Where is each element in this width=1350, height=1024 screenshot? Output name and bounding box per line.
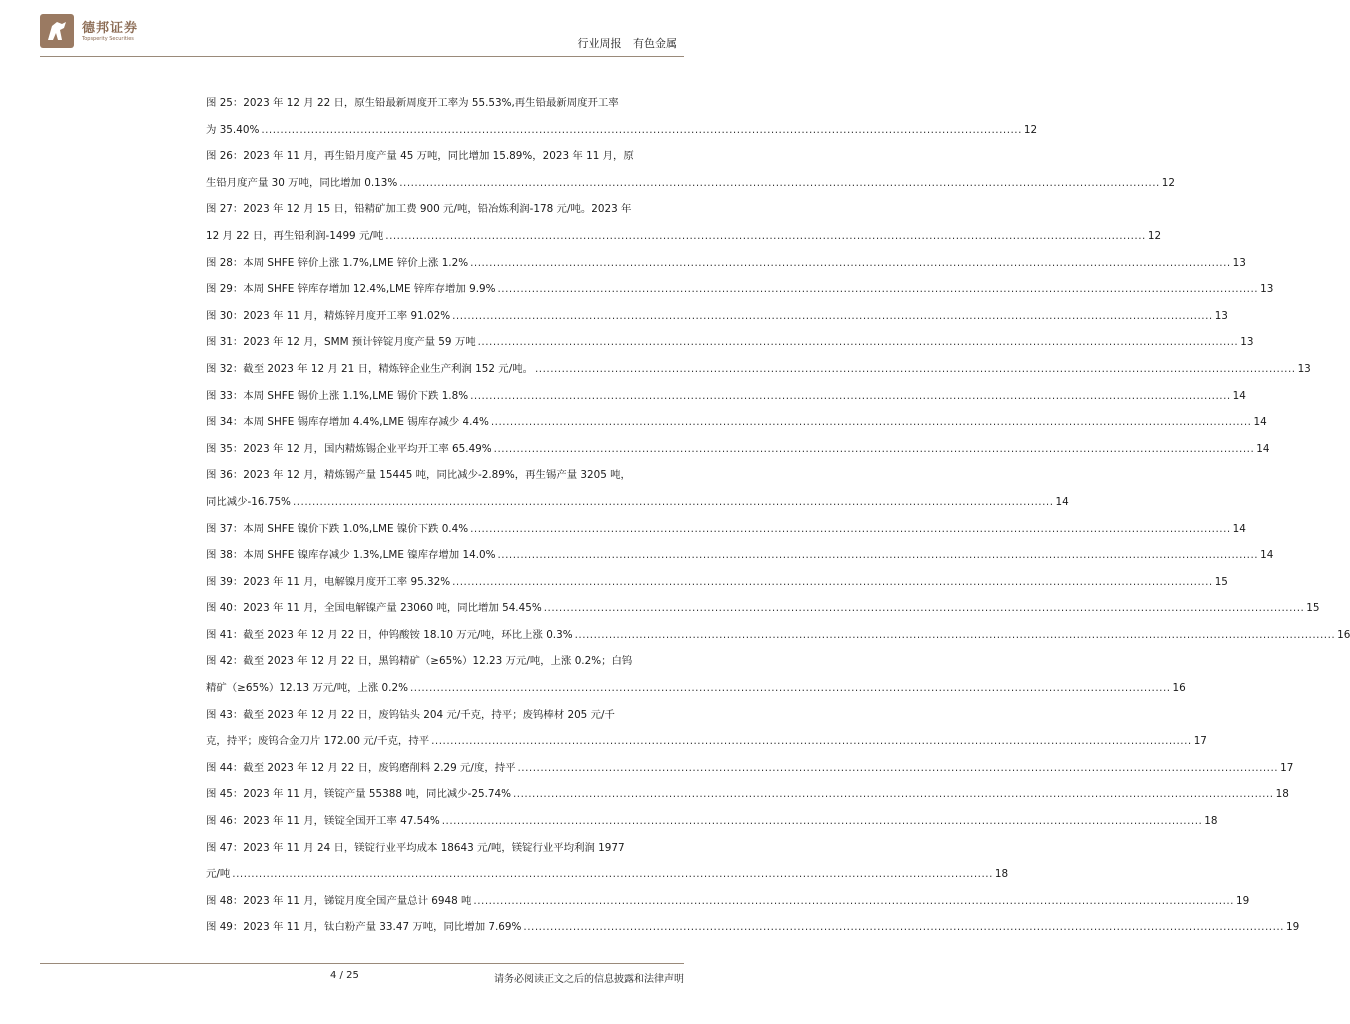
toc-entry[interactable]	[206, 888, 1250, 915]
report-category: 行业周报	[577, 37, 622, 50]
toc-page-number: 14	[1232, 389, 1246, 402]
toc-leader-dots: ........................................................................................................................................................................................................	[497, 549, 1259, 562]
report-type	[578, 35, 678, 51]
toc-line	[206, 489, 1069, 516]
toc-entry[interactable]	[206, 196, 1162, 249]
toc-leader-dots: ........................................................................................................................................................................................................	[452, 575, 1213, 588]
toc-leader-dots: ........................................................................................................................................................................................................	[517, 761, 1279, 774]
toc-entry[interactable]	[206, 808, 1218, 835]
toc-leader-dots: ........................................................................................................................................................................................................	[470, 256, 1231, 269]
toc-line	[206, 755, 1294, 782]
toc-page-number: 17	[1193, 735, 1207, 748]
toc-leader-dots: ........................................................................................................................................................................................................	[497, 283, 1259, 296]
toc-entry[interactable]	[206, 702, 1207, 755]
toc-entry[interactable]	[206, 143, 1176, 196]
toc-entry[interactable]	[206, 648, 1186, 701]
page-number: 4 / 25	[330, 970, 359, 981]
toc-entry-text: 图 46：2023 年 11 月，镁锭全国开工率 47.54%	[206, 815, 440, 828]
report-sector: 有色金属	[633, 37, 677, 50]
toc-page-number: 13	[1260, 283, 1274, 296]
toc-line	[206, 702, 678, 729]
toc-line	[206, 542, 1274, 569]
toc-page-number: 19	[1235, 894, 1250, 907]
toc-page-number: 18	[1204, 815, 1218, 828]
toc-entry-text: 12 月 22 日，再生铅利润-1499 元/吨	[206, 229, 384, 242]
toc-entry[interactable]	[206, 303, 1228, 330]
toc-line	[206, 781, 1289, 808]
header-divider	[40, 56, 684, 57]
toc-leader-dots: ........................................................................................................................................................................................................	[523, 921, 1284, 934]
toc-line	[206, 223, 1162, 250]
toc-entry[interactable]	[206, 755, 1294, 782]
toc-entry-text: 生铅月度产量 30 万吨，同比增加 0.13%	[206, 176, 398, 189]
toc-page-number: 14	[1260, 549, 1274, 562]
toc-leader-dots: ........................................................................................................................................................................................................	[232, 868, 993, 881]
toc-leader-dots: ........................................................................................................................................................................................................	[452, 309, 1213, 322]
toc-page-number: 13	[1240, 336, 1254, 349]
toc-leader-dots: ........................................................................................................................................................................................................	[543, 602, 1305, 615]
toc-line	[206, 196, 678, 223]
toc-entry-text: 为 35.40%	[206, 123, 260, 136]
toc-entry-text: 图 32：截至 2023 年 12 月 21 日，精炼锌企业生产利润 152 元/吨。	[206, 362, 533, 375]
toc-entry-text: 图 34：本周 SHFE 锡库存增加 4.4%,LME 锡库存减少 4.4%	[206, 416, 489, 429]
toc-leader-dots: ........................................................................................................................................................................................................	[441, 815, 1203, 828]
toc-leader-dots: ........................................................................................................................................................................................................	[409, 682, 1171, 695]
toc-line	[206, 117, 1038, 144]
toc-page-number: 12	[1161, 176, 1176, 189]
toc-entry[interactable]	[206, 622, 1350, 649]
toc-leader-dots: ........................................................................................................................................................................................................	[534, 362, 1296, 375]
toc-entry-text: 图 33：本周 SHFE 锡价上涨 1.1%,LME 锡价下跌 1.8%	[206, 389, 469, 402]
toc-entry-text: 图 38：本周 SHFE 镍库存减少 1.3%,LME 镍库存增加 14.0%	[206, 549, 496, 562]
toc-page-number: 15	[1214, 575, 1228, 588]
toc-line	[206, 436, 1270, 463]
toc-page-number: 14	[1055, 495, 1069, 508]
toc-line	[206, 728, 1207, 755]
toc-line	[206, 675, 1186, 702]
toc-entry-text: 图 30：2023 年 11 月，精炼锌月度开工率 91.02%	[206, 309, 451, 322]
toc-entry-text: 图 41：截至 2023 年 12 月 22 日，仲钨酸铵 18.10 万元/吨，环比上涨 0.3%	[206, 628, 573, 641]
toc-entry-text: 图 37：本周 SHFE 镍价下跌 1.0%,LME 镍价下跌 0.4%	[206, 522, 469, 535]
toc-page-number: 16	[1172, 682, 1186, 695]
toc-entry[interactable]	[206, 276, 1274, 303]
toc-entry[interactable]	[206, 914, 1300, 941]
toc-entry[interactable]	[206, 516, 1246, 543]
toc-page-number: 12	[1023, 123, 1038, 136]
toc-page-number: 18	[1275, 788, 1289, 801]
toc-line	[206, 569, 1228, 596]
toc-page-number: 14	[1232, 522, 1246, 535]
toc-leader-dots: ........................................................................................................................................................................................................	[385, 229, 1146, 242]
toc-leader-dots: ........................................................................................................................................................................................................	[493, 442, 1255, 455]
toc-entry[interactable]	[206, 436, 1270, 463]
toc-entry-text: 同比减少-16.75%	[206, 495, 291, 508]
toc-page-number: 13	[1214, 309, 1228, 322]
toc-leader-dots: ........................................................................................................................................................................................................	[473, 894, 1234, 907]
toc-line	[206, 595, 1320, 622]
brand-name-en: Topsperity Securities	[82, 36, 134, 42]
toc-leader-dots: ........................................................................................................................................................................................................	[513, 788, 1274, 801]
toc-page-number: 14	[1256, 442, 1270, 455]
toc-entry[interactable]	[206, 781, 1289, 808]
toc-entry-text: 图 28：本周 SHFE 锌价上涨 1.7%,LME 锌价上涨 1.2%	[206, 256, 469, 269]
toc-entry-text: 图 48：2023 年 11 月，锑锭月度全国产量总计 6948 吨	[206, 894, 472, 907]
toc-page-number: 19	[1285, 921, 1300, 934]
toc-line	[206, 648, 678, 675]
toc-entry[interactable]	[206, 569, 1228, 596]
toc-line	[206, 516, 1246, 543]
toc-entry-text: 精矿（≥65%）12.13 万元/吨，上涨 0.2%	[206, 682, 408, 695]
toc-line	[206, 462, 678, 489]
toc-page-number: 17	[1280, 761, 1294, 774]
toc-entry[interactable]	[206, 835, 1009, 888]
toc-line	[206, 861, 1009, 888]
toc-line	[206, 276, 1274, 303]
toc-line	[206, 90, 678, 117]
toc-line	[206, 914, 1300, 941]
toc-entry[interactable]	[206, 595, 1320, 622]
toc-entry-text: 图 40：2023 年 11 月，全国电解镍产量 23060 吨，同比增加 54.45%	[206, 602, 542, 615]
toc-line	[206, 250, 1246, 277]
toc-page-number: 13	[1297, 362, 1311, 375]
toc-line	[206, 622, 1350, 649]
toc-entry-text: 图 29：本周 SHFE 锌库存增加 12.4%,LME 锌库存增加 9.9%	[206, 283, 496, 296]
toc-page-number: 15	[1306, 602, 1320, 615]
toc-leader-dots: ........................................................................................................................................................................................................	[292, 495, 1054, 508]
toc-entry-text: 图 49：2023 年 11 月，钛白粉产量 33.47 万吨，同比增加 7.69%	[206, 921, 522, 934]
toc-leader-dots: ........................................................................................................................................................................................................	[574, 628, 1336, 641]
toc-entry[interactable]	[206, 90, 1038, 143]
toc-line	[206, 835, 678, 862]
toc-entry-text: 元/吨	[206, 868, 231, 881]
logo-mark-icon	[40, 14, 74, 48]
toc-line	[206, 356, 1311, 383]
toc-leader-dots: ........................................................................................................................................................................................................	[470, 389, 1231, 402]
toc-entry-text: 图 47：2023 年 11 月 24 日，镁锭行业平均成本 18643 元/吨，镁锭行业平均利润 1977	[206, 841, 625, 854]
toc-entry-text: 克，持平；废钨合金刀片 172.00 元/千克，持平	[206, 735, 430, 748]
toc-page-number: 13	[1232, 256, 1246, 269]
toc-leader-dots: ........................................................................................................................................................................................................	[470, 522, 1231, 535]
toc-entry-text: 图 42：截至 2023 年 12 月 22 日，黑钨精矿（≥65%）12.23 万元/吨，上涨 0.2%；白钨	[206, 655, 633, 668]
toc-leader-dots: ........................................................................................................................................................................................................	[431, 735, 1192, 748]
figure-list	[206, 90, 1350, 941]
disclaimer-note: 请务必阅读正文之后的信息披露和法律声明	[494, 974, 684, 985]
toc-entry[interactable]	[206, 329, 1254, 356]
toc-entry[interactable]	[206, 383, 1246, 410]
toc-entry-text: 图 39：2023 年 11 月，电解镍月度开工率 95.32%	[206, 575, 451, 588]
toc-entry-text: 图 35：2023 年 12 月，国内精炼锡企业平均开工率 65.49%	[206, 442, 492, 455]
company-logo	[40, 14, 140, 48]
toc-entry-text: 图 45：2023 年 11 月，镁锭产量 55388 吨，同比减少-25.74%	[206, 788, 511, 801]
toc-entry-text: 图 36：2023 年 12 月，精炼锡产量 15445 吨，同比减少-2.89%，再生锡产量 3205 吨，	[206, 469, 631, 482]
brand-name: 德邦证券	[82, 21, 139, 36]
toc-entry[interactable]	[206, 462, 1069, 515]
toc-leader-dots: ........................................................................................................................................................................................................	[477, 336, 1239, 349]
toc-entry[interactable]	[206, 409, 1267, 436]
toc-line	[206, 808, 1218, 835]
toc-leader-dots: ........................................................................................................................................................................................................	[490, 416, 1252, 429]
toc-page-number: 18	[994, 868, 1009, 881]
footer-divider	[40, 963, 684, 964]
toc-leader-dots: ........................................................................................................................................................................................................	[399, 176, 1160, 189]
toc-entry-text: 图 44：截至 2023 年 12 月 22 日，废钨磨削料 2.29 元/度，持平	[206, 761, 516, 774]
toc-line	[206, 143, 678, 170]
toc-entry[interactable]	[206, 542, 1274, 569]
toc-page-number: 12	[1147, 229, 1162, 242]
toc-entry[interactable]	[206, 250, 1246, 277]
toc-line	[206, 170, 1176, 197]
toc-entry[interactable]	[206, 356, 1311, 383]
toc-line	[206, 329, 1254, 356]
toc-entry-text: 图 31：2023 年 12 月，SMM 预计锌锭月度产量 59 万吨	[206, 336, 476, 349]
toc-entry-text: 图 27：2023 年 12 月 15 日，铅精矿加工费 900 元/吨，铅冶炼利润-178 元/吨。2023 年	[206, 203, 632, 216]
toc-page-number: 16	[1337, 628, 1350, 641]
toc-line	[206, 303, 1228, 330]
toc-line	[206, 888, 1250, 915]
toc-entry-text: 图 26：2023 年 11 月，再生铅月度产量 45 万吨，同比增加 15.89%，2023 年 11 月，原	[206, 150, 634, 163]
toc-line	[206, 383, 1246, 410]
toc-entry-text: 图 43：截至 2023 年 12 月 22 日，废钨钻头 204 元/千克，持平；废钨棒材 205 元/千	[206, 708, 615, 721]
toc-entry-text: 图 25：2023 年 12 月 22 日，原生铅最新周度开工率为 55.53%,再生铅最新周度开工率	[206, 97, 619, 109]
toc-page-number: 14	[1253, 416, 1267, 429]
toc-leader-dots: ........................................................................................................................................................................................................	[261, 123, 1022, 136]
toc-line	[206, 409, 1267, 436]
